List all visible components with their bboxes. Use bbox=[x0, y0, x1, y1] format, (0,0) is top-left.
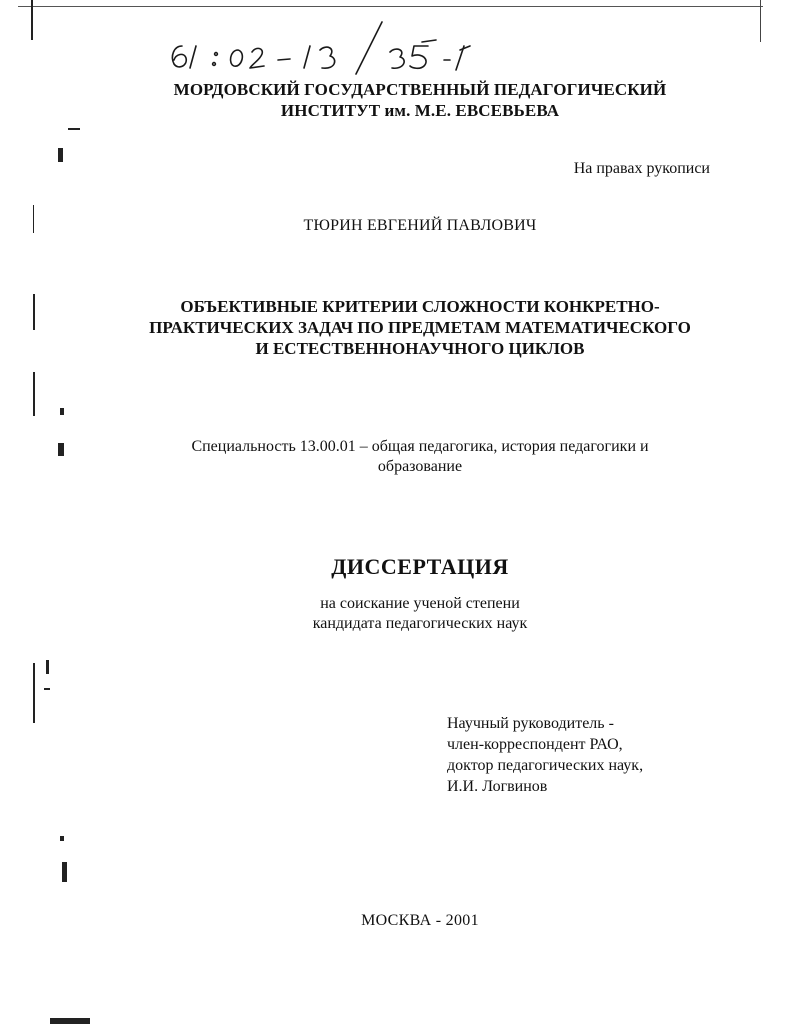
thesis-title bbox=[110, 296, 730, 359]
archive-number-drawing bbox=[160, 16, 490, 76]
city-year: МОСКВА - 2001 bbox=[361, 912, 479, 929]
author-name: ТЮРИН ЕВГЕНИЙ ПАВЛОВИЧ bbox=[303, 217, 537, 234]
thesis-title-line-1: ОБЪЕКТИВНЫЕ КРИТЕРИИ СЛОЖНОСТИ КОНКРЕТНО- bbox=[180, 297, 660, 316]
supervisor-line-1: Научный руководитель - bbox=[447, 715, 614, 732]
scan-top-border bbox=[18, 6, 763, 7]
scan-speck bbox=[68, 128, 80, 130]
scan-speck bbox=[62, 862, 67, 882]
thesis-title-line-2: ПРАКТИЧЕСКИХ ЗАДАЧ ПО ПРЕДМЕТАМ МАТЕМАТИЧЕСКОГО bbox=[149, 318, 691, 337]
scan-edge-line bbox=[33, 205, 34, 233]
scan-edge-line bbox=[33, 372, 35, 416]
manuscript-rights-note: На правах рукописи bbox=[573, 160, 710, 177]
degree-description bbox=[220, 594, 620, 634]
institution-line-1: МОРДОВСКИЙ ГОСУДАРСТВЕННЫЙ ПЕДАГОГИЧЕСКИЙ bbox=[173, 80, 667, 99]
scan-edge-line bbox=[33, 663, 35, 723]
document-type: ДИССЕРТАЦИЯ bbox=[331, 554, 509, 579]
supervisor-line-3: доктор педагогических наук, bbox=[447, 757, 644, 774]
scan-right-mark bbox=[760, 0, 761, 42]
scan-speck bbox=[58, 148, 63, 162]
thesis-title-line-3: И ЕСТЕСТВЕННОНАУЧНОГО ЦИКЛОВ bbox=[255, 339, 585, 358]
archive-number-handwritten bbox=[160, 16, 490, 76]
degree-line-1: на соискание ученой степени bbox=[320, 595, 520, 612]
institution-line-2: ИНСТИТУТ им. М.Е. ЕВСЕВЬЕВА bbox=[280, 101, 560, 120]
scan-speck bbox=[60, 408, 64, 415]
supervisor-line-2: член-корреспондент РАО, bbox=[447, 736, 623, 753]
scan-speck bbox=[58, 443, 64, 456]
scan-speck bbox=[60, 836, 64, 841]
supervisor-block bbox=[447, 713, 643, 797]
scan-edge-line bbox=[31, 0, 33, 40]
scan-speck bbox=[50, 1018, 90, 1024]
specialty-line-2: образование bbox=[377, 458, 463, 475]
specialty bbox=[140, 437, 700, 477]
supervisor-name: И.И. Логвинов bbox=[447, 778, 548, 795]
scan-edge-line bbox=[33, 294, 35, 330]
degree-line-2: кандидата педагогических наук bbox=[312, 615, 528, 632]
scan-speck bbox=[44, 688, 50, 690]
scan-speck bbox=[46, 660, 49, 674]
specialty-line-1: Специальность 13.00.01 – общая педагогика, история педагогики и bbox=[191, 438, 649, 455]
institution-name bbox=[120, 79, 720, 121]
